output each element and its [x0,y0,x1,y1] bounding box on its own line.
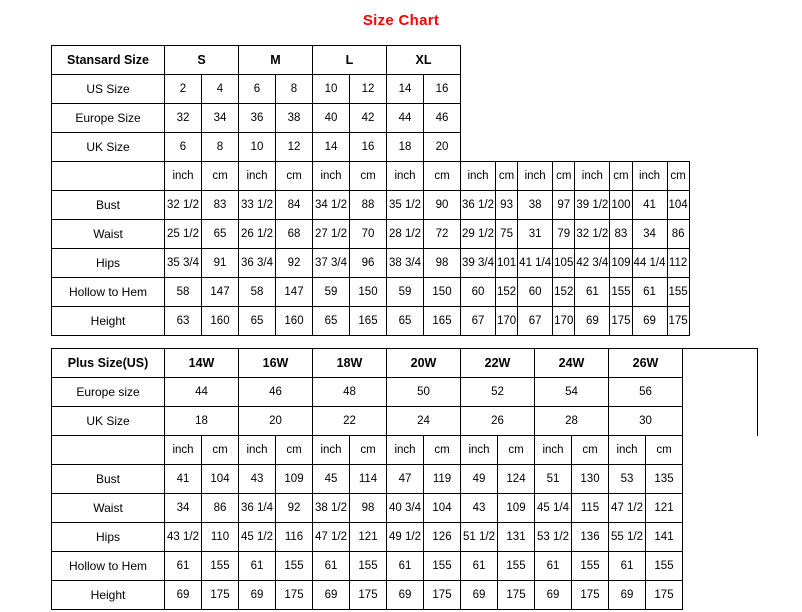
measurement-cell: 41 [632,191,667,220]
measurement-cell: 101 [495,249,517,278]
measurement-cell: 152 [553,278,575,307]
size-group-header: 14W [165,349,239,378]
unit-cell: cm [350,436,387,465]
size-group-header: 24W [535,349,609,378]
measurement-cell: 175 [202,581,239,610]
table-cell: 6 [239,75,276,104]
measurement-cell: 110 [202,523,239,552]
measurement-cell: 119 [424,465,461,494]
measurement-cell: 67 [518,307,553,336]
measurement-row [52,307,690,336]
table-cell: 14 [387,75,424,104]
row-label: Europe size [52,378,165,407]
unit-cell: cm [572,436,609,465]
measurement-cell: 25 1/2 [165,220,202,249]
measurement-cell: 65 [239,307,276,336]
measurement-cell: 72 [424,220,461,249]
measurement-cell: 109 [498,494,535,523]
measurement-cell: 100 [610,191,632,220]
table-cell: 38 [276,104,313,133]
measurement-cell: 155 [667,278,689,307]
measurement-cell: 34 [165,494,202,523]
table-cell: 4 [202,75,239,104]
measurement-cell: 47 [387,465,424,494]
unit-cell: cm [424,436,461,465]
measurement-cell: 155 [350,552,387,581]
unit-cell: inch [387,162,424,191]
measurement-cell: 69 [632,307,667,336]
measurement-cell: 36 3/4 [239,249,276,278]
table-cell: 30 [609,407,683,436]
size-group-header: 16W [239,349,313,378]
table-cell: 32 [165,104,202,133]
measurement-cell: 34 [632,220,667,249]
measurement-cell: 55 1/2 [609,523,646,552]
measurement-label: Waist [52,494,165,523]
plus-size-table [51,348,758,610]
measurement-cell: 41 [165,465,202,494]
table-header-label: Stansard Size [52,46,165,75]
measurement-cell: 61 [239,552,276,581]
measurement-cell: 130 [572,465,609,494]
measurement-cell: 175 [276,581,313,610]
measurement-cell: 175 [610,307,632,336]
measurement-cell: 63 [165,307,202,336]
table-row [52,407,758,436]
measurement-row [52,523,758,552]
table-cell: 18 [387,133,424,162]
measurement-cell: 175 [572,581,609,610]
measurement-label: Height [52,307,165,336]
table-cell: 10 [313,75,350,104]
measurement-cell: 155 [498,552,535,581]
unit-cell: cm [276,162,313,191]
table-cell: 6 [165,133,202,162]
standard-size-table [51,45,690,336]
measurement-cell: 35 1/2 [387,191,424,220]
measurement-cell: 39 1/2 [575,191,610,220]
measurement-cell: 51 1/2 [461,523,498,552]
size-group-header: 26W [609,349,683,378]
measurement-cell: 160 [202,307,239,336]
measurement-cell: 152 [495,278,517,307]
table-cell: 2 [165,75,202,104]
measurement-cell: 69 [239,581,276,610]
unit-cell: cm [498,436,535,465]
table-cell: 36 [239,104,276,133]
measurement-row [52,249,690,278]
measurement-cell: 69 [313,581,350,610]
measurement-cell: 28 1/2 [387,220,424,249]
table-cell: 20 [424,133,461,162]
unit-cell: cm [610,162,632,191]
measurement-cell: 92 [276,494,313,523]
measurement-cell: 31 [518,220,553,249]
measurement-cell: 69 [461,581,498,610]
measurement-cell: 36 1/4 [239,494,276,523]
measurement-cell: 136 [572,523,609,552]
table-cell: 24 [387,407,461,436]
measurement-cell: 41 1/4 [518,249,553,278]
unit-cell: inch [609,436,646,465]
measurement-cell: 135 [646,465,683,494]
unit-cell: inch [239,162,276,191]
measurement-cell: 115 [572,494,609,523]
measurement-cell: 45 1/4 [535,494,572,523]
measurement-label: Waist [52,220,165,249]
unit-cell: cm [667,162,689,191]
table-cell: 54 [535,378,609,407]
measurement-cell: 40 3/4 [387,494,424,523]
measurement-row [52,465,758,494]
table-cell: 44 [387,104,424,133]
measurement-cell: 26 1/2 [239,220,276,249]
units-row-label [52,162,165,191]
table-cell: 16 [350,133,387,162]
measurement-cell: 67 [461,307,496,336]
measurement-cell: 104 [424,494,461,523]
measurement-cell: 121 [350,523,387,552]
unit-cell: inch [461,162,496,191]
measurement-cell: 42 3/4 [575,249,610,278]
table-cell: 28 [535,407,609,436]
spacer-cell [683,523,758,552]
measurement-label: Height [52,581,165,610]
unit-cell: inch [165,436,202,465]
units-row [52,436,758,465]
size-group-header: 18W [313,349,387,378]
measurement-cell: 38 [518,191,553,220]
measurement-cell: 175 [424,581,461,610]
page-title: Size Chart [362,12,440,29]
measurement-cell: 84 [276,191,313,220]
measurement-cell: 70 [350,220,387,249]
measurement-cell: 147 [276,278,313,307]
measurement-label: Hollow to Hem [52,552,165,581]
table-cell: 50 [387,378,461,407]
measurement-row [52,191,690,220]
measurement-cell: 155 [646,552,683,581]
measurement-cell: 45 [313,465,350,494]
unit-cell: inch [632,162,667,191]
measurement-cell: 155 [572,552,609,581]
measurement-row [52,494,758,523]
measurement-cell: 69 [609,581,646,610]
size-group-header: 20W [387,349,461,378]
measurement-label: Hollow to Hem [52,278,165,307]
measurement-cell: 170 [495,307,517,336]
table-cell: 34 [202,104,239,133]
measurement-cell: 61 [165,552,202,581]
unit-cell: inch [165,162,202,191]
unit-cell: inch [313,436,350,465]
unit-cell: cm [424,162,461,191]
measurement-cell: 61 [313,552,350,581]
measurement-cell: 44 1/4 [632,249,667,278]
measurement-cell: 58 [165,278,202,307]
measurement-cell: 114 [350,465,387,494]
measurement-cell: 33 1/2 [239,191,276,220]
measurement-cell: 68 [276,220,313,249]
measurement-cell: 105 [553,249,575,278]
measurement-cell: 83 [202,191,239,220]
measurement-cell: 124 [498,465,535,494]
measurement-cell: 147 [202,278,239,307]
table-cell: 12 [350,75,387,104]
measurement-cell: 65 [387,307,424,336]
table-cell: 8 [276,75,313,104]
spacer-cell [683,552,758,581]
measurement-cell: 69 [575,307,610,336]
unit-cell: inch [575,162,610,191]
measurement-cell: 51 [535,465,572,494]
spacer-cell [683,465,758,494]
measurement-cell: 59 [387,278,424,307]
unit-cell: cm [350,162,387,191]
measurement-cell: 150 [424,278,461,307]
table-header-row [52,349,758,378]
measurement-cell: 49 [461,465,498,494]
unit-cell: inch [313,162,350,191]
measurement-cell: 47 1/2 [609,494,646,523]
measurement-cell: 53 [609,465,646,494]
measurement-cell: 175 [667,307,689,336]
measurement-label: Hips [52,523,165,552]
measurement-cell: 37 3/4 [313,249,350,278]
measurement-cell: 59 [313,278,350,307]
measurement-cell: 104 [667,191,689,220]
measurement-cell: 155 [610,278,632,307]
measurement-cell: 112 [667,249,689,278]
measurement-cell: 65 [313,307,350,336]
measurement-row [52,552,758,581]
table-cell: 40 [313,104,350,133]
spacer-cell [683,581,758,610]
measurement-cell: 175 [646,581,683,610]
measurement-cell: 160 [276,307,313,336]
measurement-cell: 165 [350,307,387,336]
table-cell: 52 [461,378,535,407]
plus-size-table-wrapper [51,348,758,610]
measurement-cell: 126 [424,523,461,552]
table-cell: 16 [424,75,461,104]
measurement-cell: 98 [350,494,387,523]
table-cell: 14 [313,133,350,162]
measurement-cell: 109 [610,249,632,278]
measurement-cell: 79 [553,220,575,249]
row-label: UK Size [52,133,165,162]
table-cell: 46 [239,378,313,407]
table-cell: 44 [165,378,239,407]
table-row [52,133,690,162]
measurement-cell: 170 [553,307,575,336]
measurement-cell: 83 [610,220,632,249]
measurement-label: Bust [52,465,165,494]
measurement-cell: 121 [646,494,683,523]
measurement-cell: 34 1/2 [313,191,350,220]
measurement-cell: 49 1/2 [387,523,424,552]
measurement-label: Bust [52,191,165,220]
measurement-cell: 109 [276,465,313,494]
measurement-cell: 88 [350,191,387,220]
spacer-cell [683,436,758,465]
standard-size-table-wrapper [51,45,690,336]
measurement-cell: 53 1/2 [535,523,572,552]
table-cell: 12 [276,133,313,162]
measurement-cell: 60 [518,278,553,307]
table-cell: 48 [313,378,387,407]
table-cell: 26 [461,407,535,436]
row-label: Europe Size [52,104,165,133]
unit-cell: cm [646,436,683,465]
measurement-cell: 27 1/2 [313,220,350,249]
measurement-cell: 98 [424,249,461,278]
size-group-header: M [239,46,313,75]
unit-cell: cm [495,162,517,191]
size-group-header: 22W [461,349,535,378]
row-label: US Size [52,75,165,104]
size-group-header: XL [387,46,461,75]
measurement-cell: 58 [239,278,276,307]
measurement-cell: 32 1/2 [165,191,202,220]
measurement-cell: 141 [646,523,683,552]
unit-cell: cm [276,436,313,465]
measurement-cell: 165 [424,307,461,336]
measurement-cell: 61 [609,552,646,581]
table-cell: 42 [350,104,387,133]
measurement-cell: 92 [276,249,313,278]
measurement-cell: 175 [350,581,387,610]
table-cell: 20 [239,407,313,436]
measurement-cell: 61 [535,552,572,581]
measurement-cell: 65 [202,220,239,249]
table-cell: 56 [609,378,683,407]
measurement-cell: 39 3/4 [461,249,496,278]
unit-cell: inch [461,436,498,465]
measurement-cell: 61 [632,278,667,307]
measurement-cell: 131 [498,523,535,552]
size-group-header: L [313,46,387,75]
measurement-cell: 97 [553,191,575,220]
measurement-cell: 32 1/2 [575,220,610,249]
measurement-cell: 61 [387,552,424,581]
measurement-cell: 75 [495,220,517,249]
measurement-cell: 69 [535,581,572,610]
units-row-label [52,436,165,465]
measurement-cell: 155 [276,552,313,581]
measurement-cell: 61 [575,278,610,307]
table-cell: 22 [313,407,387,436]
measurement-row [52,220,690,249]
measurement-cell: 38 1/2 [313,494,350,523]
unit-cell: cm [553,162,575,191]
table-cell: 10 [239,133,276,162]
measurement-cell: 43 [461,494,498,523]
unit-cell: inch [518,162,553,191]
table-row [52,75,690,104]
unit-cell: inch [387,436,424,465]
measurement-cell: 93 [495,191,517,220]
measurement-label: Hips [52,249,165,278]
unit-cell: cm [202,162,239,191]
measurement-cell: 150 [350,278,387,307]
row-label: UK Size [52,407,165,436]
measurement-cell: 43 [239,465,276,494]
table-header-label: Plus Size(US) [52,349,165,378]
measurement-row [52,581,758,610]
measurement-cell: 35 3/4 [165,249,202,278]
measurement-cell: 69 [387,581,424,610]
table-row [52,104,690,133]
measurement-cell: 60 [461,278,496,307]
measurement-cell: 96 [350,249,387,278]
table-cell: 8 [202,133,239,162]
measurement-cell: 36 1/2 [461,191,496,220]
unit-cell: inch [239,436,276,465]
measurement-cell: 116 [276,523,313,552]
table-cell: 18 [165,407,239,436]
measurement-cell: 47 1/2 [313,523,350,552]
table-header-row [52,46,690,75]
measurement-cell: 155 [424,552,461,581]
measurement-cell: 86 [202,494,239,523]
table-row [52,378,758,407]
measurement-cell: 104 [202,465,239,494]
measurement-cell: 91 [202,249,239,278]
measurement-cell: 155 [202,552,239,581]
measurement-cell: 38 3/4 [387,249,424,278]
unit-cell: inch [535,436,572,465]
table-cell: 46 [424,104,461,133]
measurement-cell: 43 1/2 [165,523,202,552]
measurement-cell: 69 [165,581,202,610]
measurement-cell: 175 [498,581,535,610]
measurement-cell: 29 1/2 [461,220,496,249]
spacer-cell [683,494,758,523]
measurement-cell: 61 [461,552,498,581]
measurement-row [52,278,690,307]
size-group-header: S [165,46,239,75]
measurement-cell: 90 [424,191,461,220]
unit-cell: cm [202,436,239,465]
measurement-cell: 45 1/2 [239,523,276,552]
measurement-cell: 86 [667,220,689,249]
spacer-cell [683,349,758,436]
units-row [52,162,690,191]
